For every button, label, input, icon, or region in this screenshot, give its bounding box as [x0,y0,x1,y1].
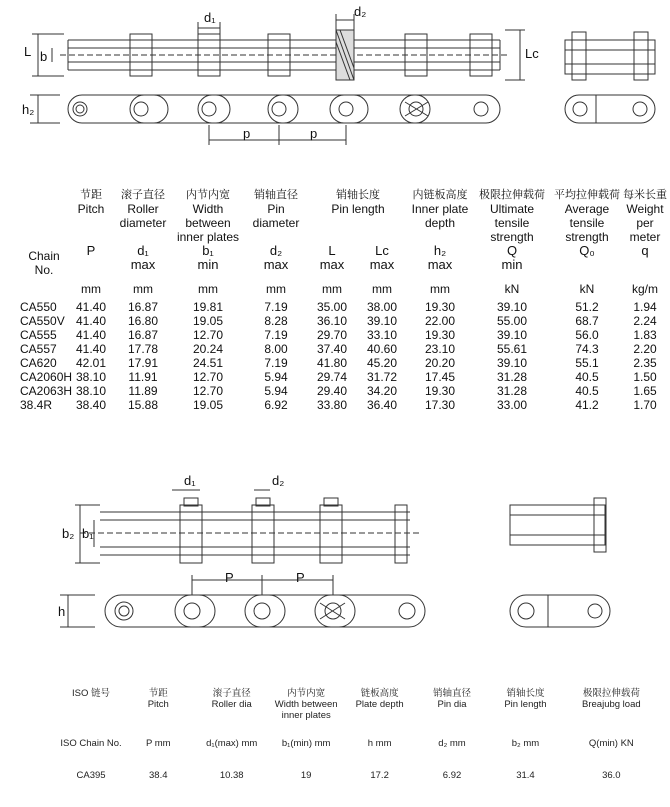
top-label-p2: p [310,126,318,141]
table-cell: 31.28 [496,370,528,384]
bottom-label-b2: b₂ [62,526,75,541]
header-pitch: 节距 Pitch [77,189,105,216]
table-cell: 5.94 [264,384,288,398]
table-cell: 2.35 [633,356,657,370]
table-cell: 1.65 [633,384,657,398]
table-cell: 17.91 [127,356,159,370]
table-row [20,398,668,412]
header-blank [20,188,68,244]
table-2-header: ISO 链号 节距 Pitch 滚子直径 Roller dia 内节内宽 Width between inner plates 链板高度 Plate depth 销轴直径 Pin dia 销轴长度 Pin length 极限拉伸载荷 Breajubg load [72,688,641,721]
sym-Lc: Lc max [369,243,395,272]
table-cell: 17.78 [127,342,159,356]
header-roller: 滚子直径 Roller diameter [119,189,167,230]
spec-table-1 [20,188,670,412]
table-cell: 17.45 [424,370,456,384]
sym-Q0: Q₀ [579,243,595,258]
table-row [20,314,668,328]
table-cell: 19.30 [424,384,456,398]
table-cell: 16.87 [127,300,159,314]
bottom-label-h: h [58,604,66,619]
spec-table-2 [60,688,660,786]
chain-name: CA550V [20,314,65,328]
table-2-symbols: ISO Chain No. P mm d₁(max) mm b₁(min) mm h mm d₂ mm b₂ mm Q(min) KN [60,738,634,749]
chain-name: CA620 [20,356,57,370]
table-cell: 40.5 [575,384,599,398]
table-cell: 24.51 [192,356,224,370]
top-label-d2: d₂ [354,4,367,19]
header-average: 平均拉伸载荷 Average tensile strength [554,189,620,244]
table-cell: 1.70 [633,398,657,412]
table-cell: 8.28 [264,314,288,328]
bottom-label-P2: P [296,570,305,585]
table-cell: 41.40 [75,300,107,314]
table-cell: 39.10 [496,300,528,314]
table-cell: 12.70 [192,384,224,398]
top-chain-drawing [0,0,670,160]
table-cell: 33.80 [316,398,348,412]
sym-d1: d₁ max [130,243,156,272]
table-cell: 23.10 [424,342,456,356]
table-cell: 34.20 [366,384,398,398]
sym-L: L max [319,243,345,272]
top-label-h2: h₂ [22,102,35,117]
table-cell: 74.3 [575,342,599,356]
table-cell: 16.80 [127,314,159,328]
table-cell: 38.40 [75,398,107,412]
table-cell: 2.20 [633,342,657,356]
top-label-Lc: Lc [525,46,539,61]
table-row [20,342,668,356]
table-cell: 36.40 [366,398,398,412]
table-cell: 1.94 [633,300,657,314]
table-cell: 29.40 [316,384,348,398]
top-label-d1: d₁ [204,10,216,25]
table-cell: 40.5 [575,370,599,384]
table-cell: 2.24 [633,314,657,328]
table-cell: 7.19 [264,300,288,314]
table-cell: 31.72 [366,370,398,384]
header-pin-dia: 销轴直径 Pin diameter [252,189,300,230]
sym-h2: h₂ max [427,243,453,272]
table-cell: 39.10 [496,328,528,342]
table-cell: 41.80 [316,356,348,370]
table-cell: 45.20 [366,356,398,370]
sym-Q: Q min [501,243,523,272]
table-cell: 35.00 [316,300,348,314]
table-cell: 41.40 [75,342,107,356]
table-cell: 1.50 [633,370,657,384]
header-ultimate: 极限拉伸载荷 Ultimate tensile strength [479,189,545,244]
table-cell: 29.70 [316,328,348,342]
bottom-label-d2: d₂ [272,473,285,488]
table-cell: 41.2 [575,398,599,412]
table-row [20,384,668,398]
chain-no-label: Chain No. [28,249,60,277]
table-cell: 7.19 [264,328,288,342]
table-cell: 37.40 [316,342,348,356]
table-cell: 33.10 [366,328,398,342]
table-cell: 29.74 [316,370,348,384]
chain-name: 38.4R [20,398,53,412]
sym-P: P [86,243,96,258]
chain-name: CA557 [20,342,57,356]
table-1-body [20,300,668,412]
bottom-label-P1: P [225,570,234,585]
table-cell: 38.00 [366,300,398,314]
table-cell: 55.61 [496,342,528,356]
header-pin-len: 销轴长度 Pin length [331,189,385,216]
header-weight: 每米长重 Weight per meter [623,189,667,244]
chain-name: CA2060H [20,370,73,384]
table-cell: 41.40 [75,328,107,342]
table-cell: 8.00 [264,342,288,356]
table-cell: 20.24 [192,342,224,356]
bottom-label-b1: b₁ [82,526,94,541]
table-cell: 56.0 [575,328,599,342]
table-row: CA395 38.4 10.38 19 17.2 6.92 31.4 36.0 [76,770,621,781]
table-cell: 68.7 [575,314,599,328]
table-cell: 22.00 [424,314,456,328]
table-cell: 19.81 [192,300,224,314]
sym-b1: b₁ min [197,243,219,272]
header-plate: 内链板高度 Inner plate depth [411,189,469,230]
table-cell: 41.40 [75,314,107,328]
table-cell: 31.28 [496,384,528,398]
top-label-L: L [24,44,32,59]
table-cell: 39.10 [366,314,398,328]
table-cell: 19.30 [424,328,456,342]
table-cell: 42.01 [75,356,107,370]
table-cell: 12.70 [192,370,224,384]
top-label-p1: p [243,126,251,141]
table-cell: 19.05 [192,398,224,412]
table-cell: 5.94 [264,370,288,384]
table-cell: 11.91 [128,370,158,384]
chain-name: CA555 [20,328,57,342]
table-cell: 40.60 [366,342,398,356]
table-cell: 17.30 [424,398,456,412]
table-cell: 36.10 [316,314,348,328]
table-row [20,370,668,384]
table-cell: 55.00 [496,314,528,328]
table-row [20,300,668,314]
table-cell: 16.87 [127,328,159,342]
table-cell: 19.05 [192,314,224,328]
sym-q: q [641,243,649,258]
bottom-label-d1: d₁ [184,473,196,488]
table-cell: 51.2 [575,300,599,314]
top-label-b: b [40,49,48,64]
table-cell: 20.20 [424,356,456,370]
table-row [20,356,668,370]
table-cell: 19.30 [424,300,456,314]
table-row [20,328,668,342]
table-cell: 12.70 [192,328,224,342]
sym-d2: d₂ max [263,243,289,272]
table-cell: 33.00 [496,398,528,412]
chain-name: CA2063H [20,384,73,398]
table-cell: 15.88 [127,398,159,412]
table-cell: 11.89 [128,384,158,398]
table-cell: 1.83 [633,328,657,342]
chain-name: CA550 [20,300,57,314]
header-width: 内节内宽 Width between inner plates [176,189,240,244]
table-cell: 6.92 [264,398,288,412]
units-row: mm mm mm mm mm mm mm kN kN kg/m [81,282,658,296]
table-cell: 38.10 [75,370,107,384]
table-cell: 38.10 [75,384,107,398]
table-cell: 39.10 [496,356,528,370]
table-cell: 55.1 [575,356,599,370]
table-cell: 7.19 [264,356,288,370]
